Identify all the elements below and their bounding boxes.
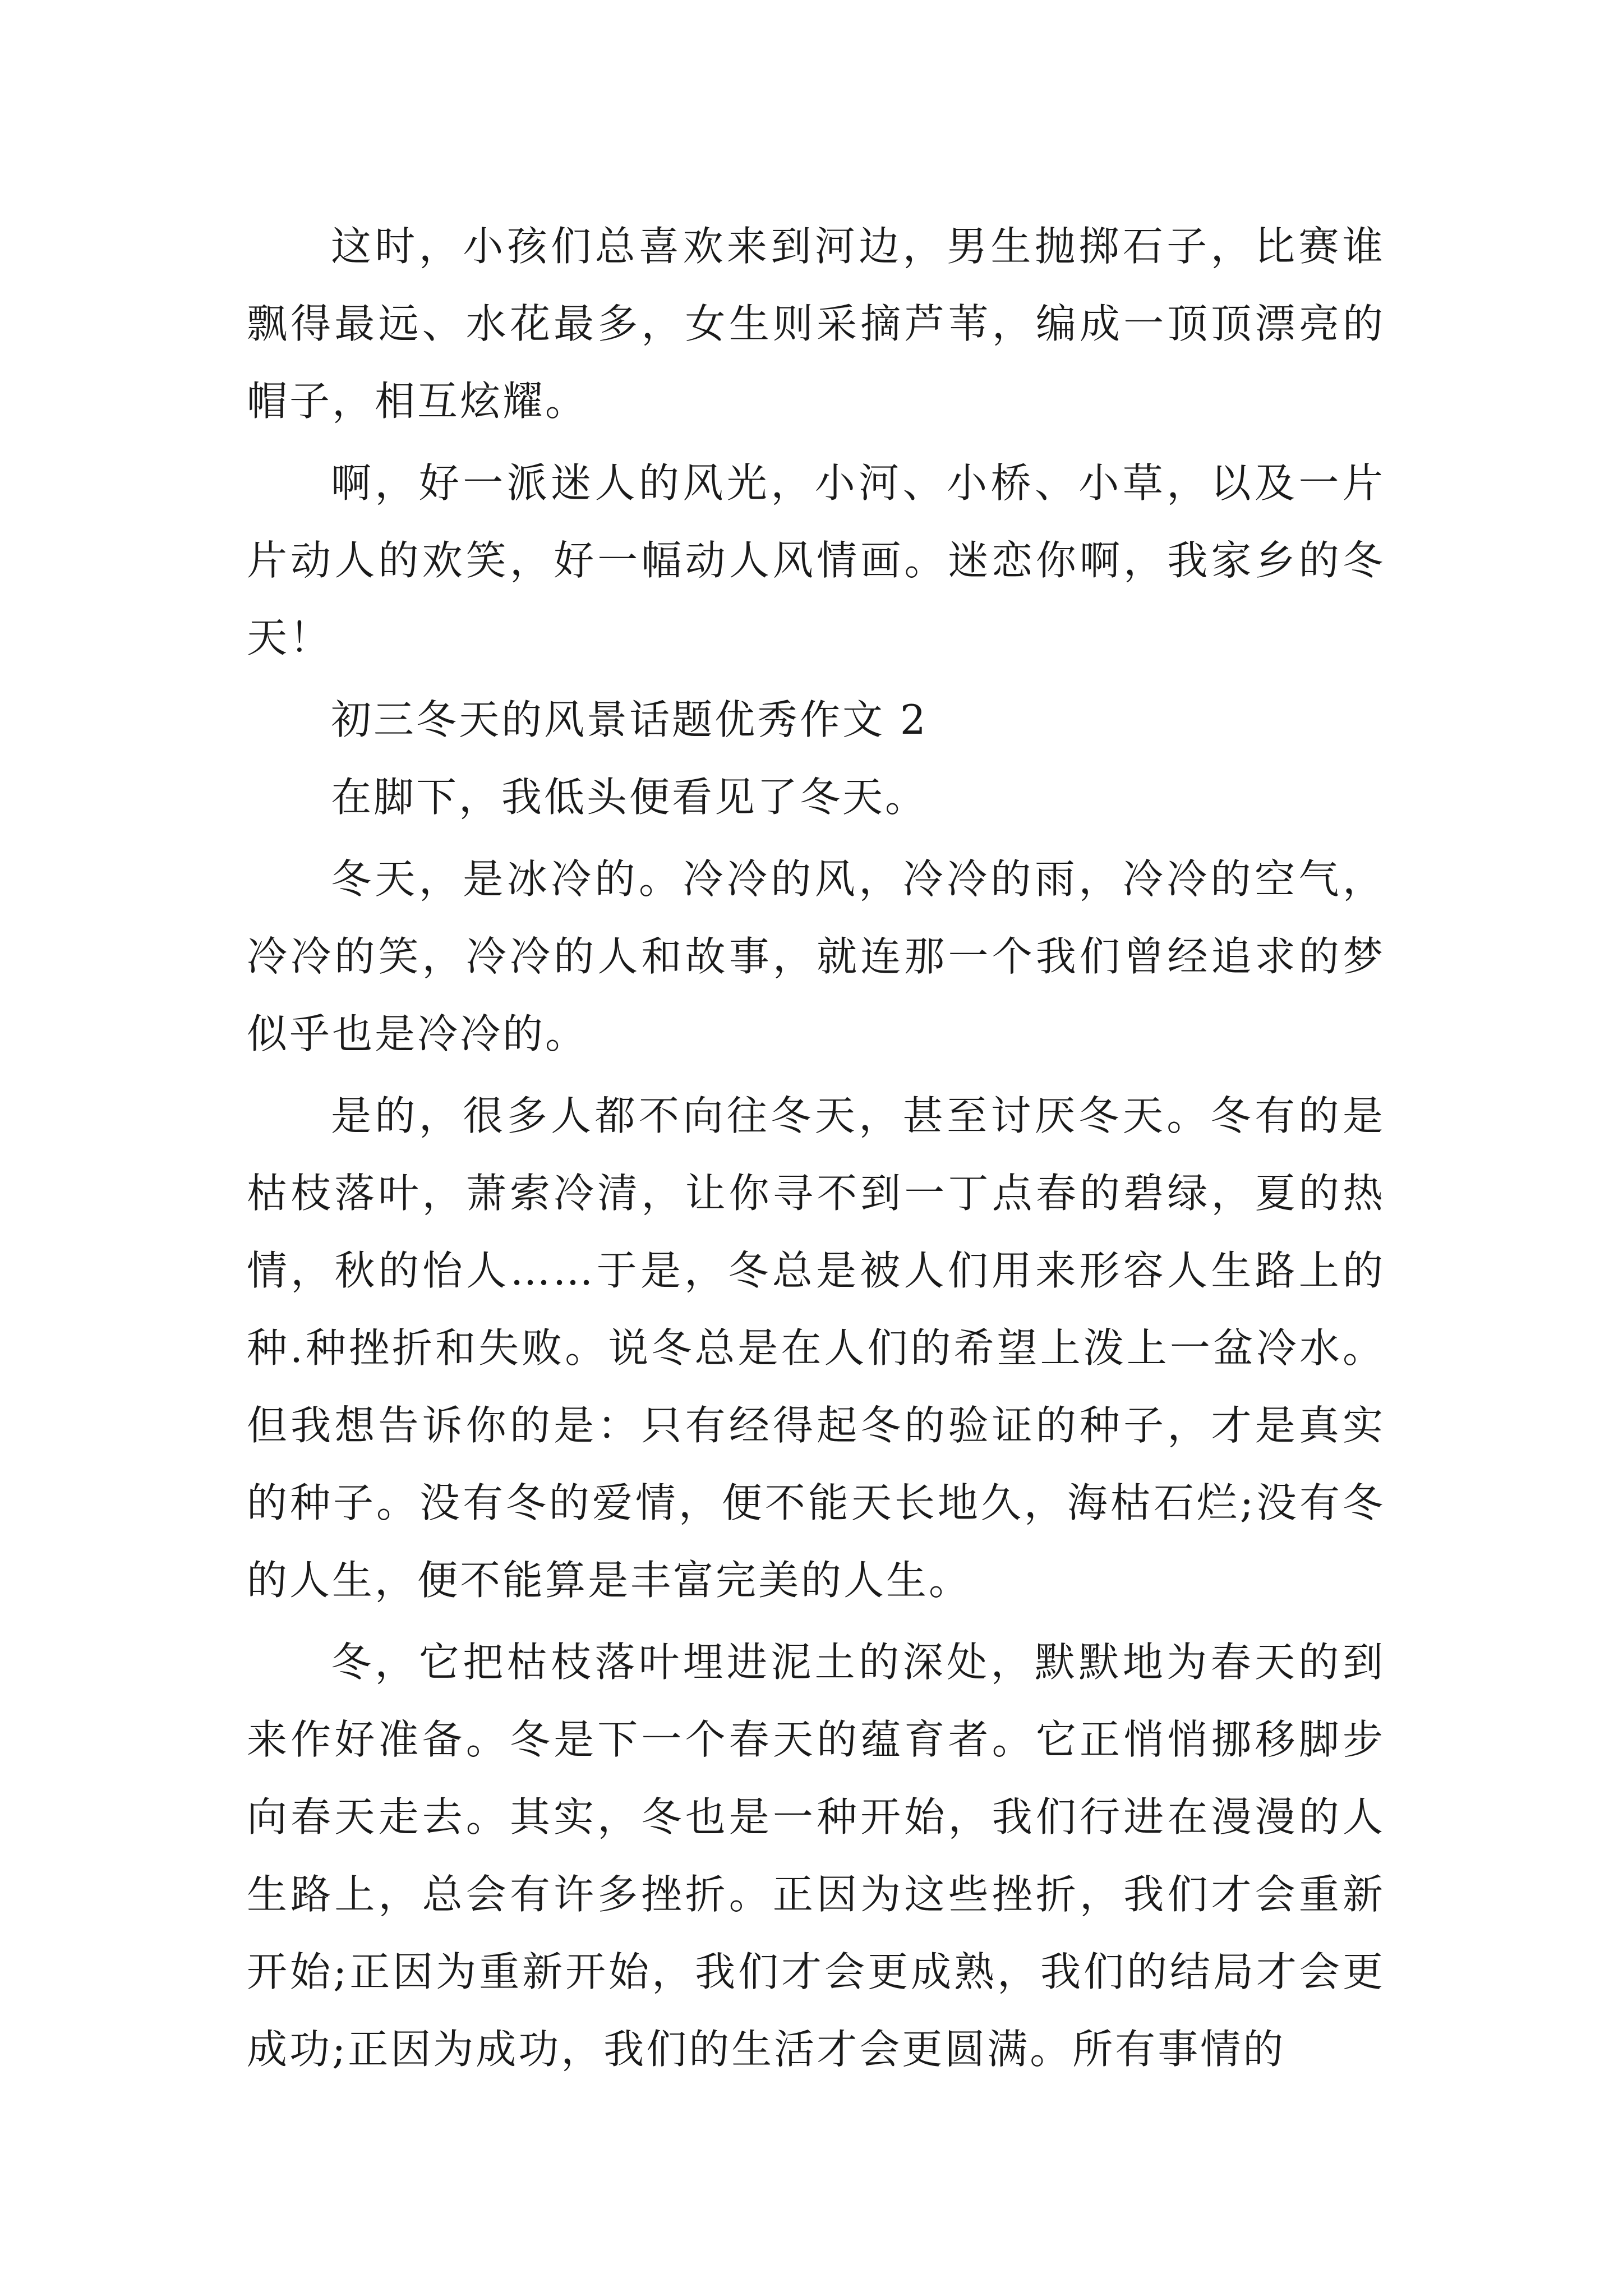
- paragraph-spacer: [247, 677, 1385, 681]
- paragraph-spacer: [247, 836, 1385, 840]
- paragraph-5: 是的，很多人都不向往冬天，甚至讨厌冬天。冬有的是枯枝落叶，萧索冷清，让你寻不到一丁点春的碧绿，夏的热情，秋的怡人……于是，冬总是被人们用来形容人生路上的种.种挫折和失败。说冬总是在人们的希望上泼上一盆冷水。但我想告诉你的是：只有经得起冬的验证的种子，才是真实的种子。没有冬的爱情，便不能天长地久，海枯石烂;没有冬的人生，便不能算是丰富完美的人生。: [247, 1092, 1385, 1604]
- paragraph-spacer: [247, 1073, 1385, 1077]
- paragraph-spacer: [247, 440, 1385, 444]
- paragraph-spacer: [247, 1619, 1385, 1623]
- essay-title: 初三冬天的风景话题优秀作文 2: [331, 696, 928, 743]
- paragraph-3: 在脚下，我低头便看见了冬天。: [331, 774, 928, 821]
- paragraph-2: 啊，好一派迷人的风光，小河、小桥、小草，以及一片片动人的欢笑，好一幅动人风情画。迷恋你啊，我家乡的冬天！: [247, 459, 1385, 661]
- document-body: [247, 208, 1385, 2088]
- paragraph-6: 冬，它把枯枝落叶埋进泥土的深处，默默地为春天的到来作好准备。冬是下一个春天的蕴育者。它正悄悄挪移脚步向春天走去。其实，冬也是一种开始，我们行进在漫漫的人生路上，总会有许多挫折。正因为这些挫折，我们才会重新开始;正因为重新开始，我们才会更成熟，我们的结局才会更成功;正因为成功，我们的生活才会更圆满。所有事情的: [247, 1639, 1385, 2073]
- paragraph-1: 这时，小孩们总喜欢来到河边，男生抛掷石子，比赛谁飘得最远、水花最多，女生则采摘芦苇，编成一顶顶漂亮的帽子，相互炫耀。: [247, 223, 1385, 425]
- paragraph-4: 冬天，是冰冷的。冷冷的风，冷冷的雨，冷冷的空气，冷冷的笑，冷冷的人和故事，就连那一个我们曾经追求的梦似乎也是冷冷的。: [247, 855, 1385, 1057]
